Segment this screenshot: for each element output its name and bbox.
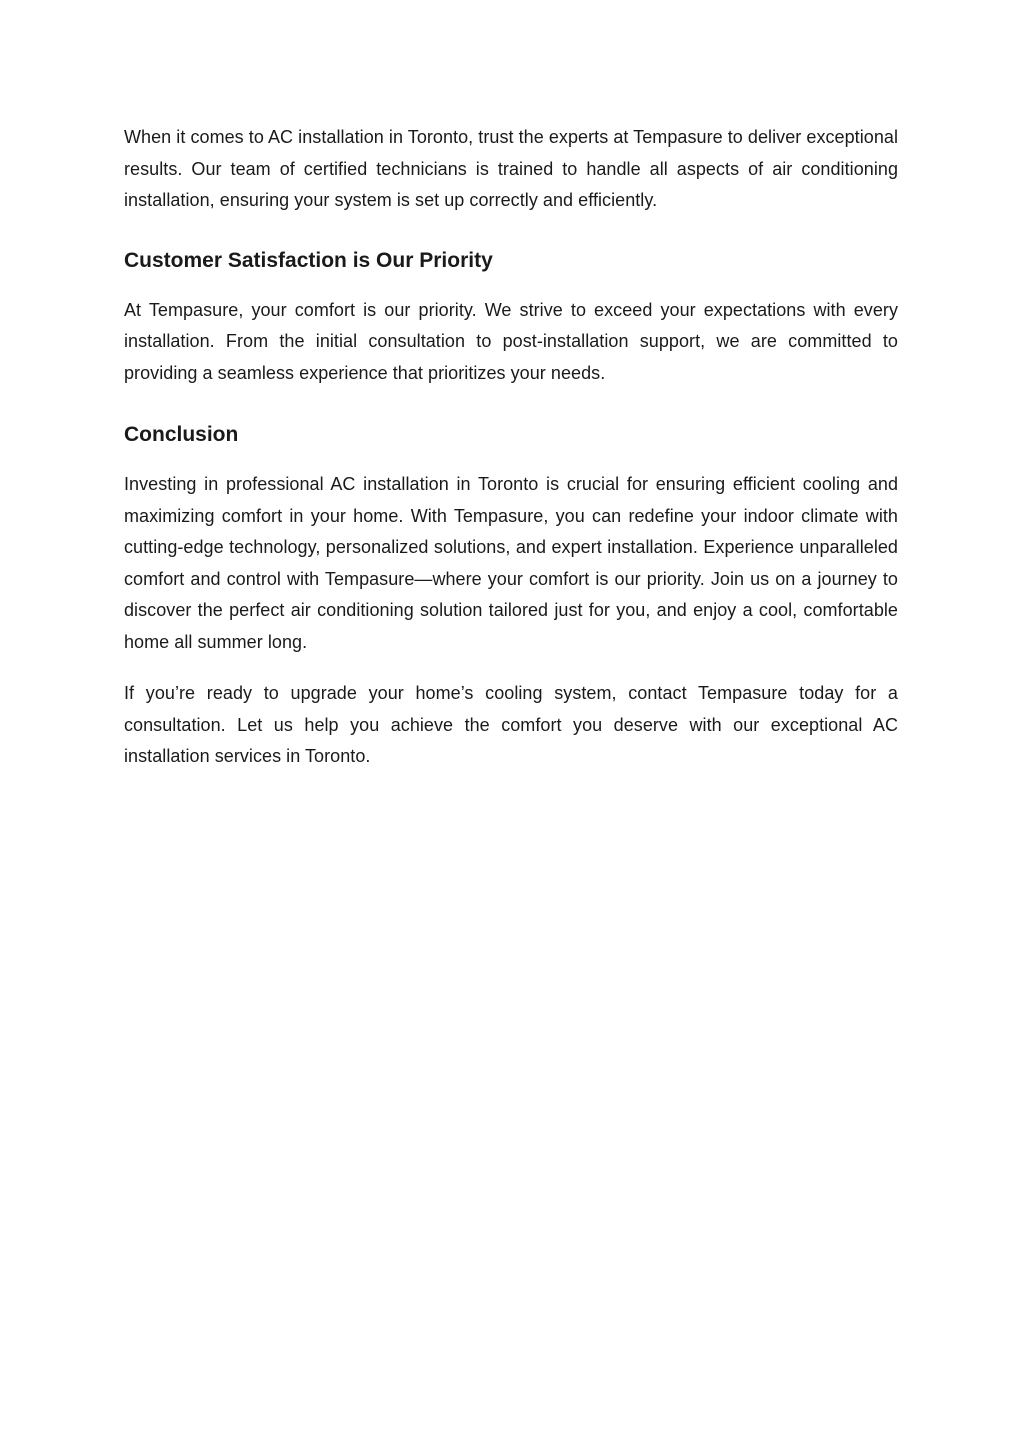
- section-heading-customer-satisfaction: Customer Satisfaction is Our Priority: [124, 248, 493, 272]
- customer-satisfaction-paragraph: At Tempasure, your comfort is our priority. We strive to exceed your expectations with every installation. From the initial consultation to post-installation support, we are committed to providing a seamless experience that prioritizes your needs.: [124, 299, 898, 383]
- intro-paragraph: When it comes to AC installation in Toronto, trust the experts at Tempasure to deliver exceptional results. Our team of certified technicians is trained to handle all aspects of air conditioning installation, ensuring your system is set up correctly and efficiently.: [124, 127, 898, 210]
- conclusion-paragraph-2: If you’re ready to upgrade your home’s cooling system, contact Tempasure today for a consultation. Let us help you achieve the comfort you deserve with our exceptional AC installation services in Toronto.: [124, 683, 898, 766]
- conclusion-paragraph-1: Investing in professional AC installation in Toronto is crucial for ensuring efficient cooling and maximizing comfort in your home. With Tempasure, you can redefine your indoor climate with cutting-edge technology, personalized solutions, and expert installation. Experience unparalleled comfort and control with Tempasure—where your comfort is our priority. Join us on a journey to discover the perfect air conditioning solution tailored just for you, and enjoy a cool, comfortable home all summer long.: [124, 474, 898, 652]
- section-heading-conclusion: Conclusion: [124, 423, 239, 446]
- document-page: [124, 122, 898, 793]
